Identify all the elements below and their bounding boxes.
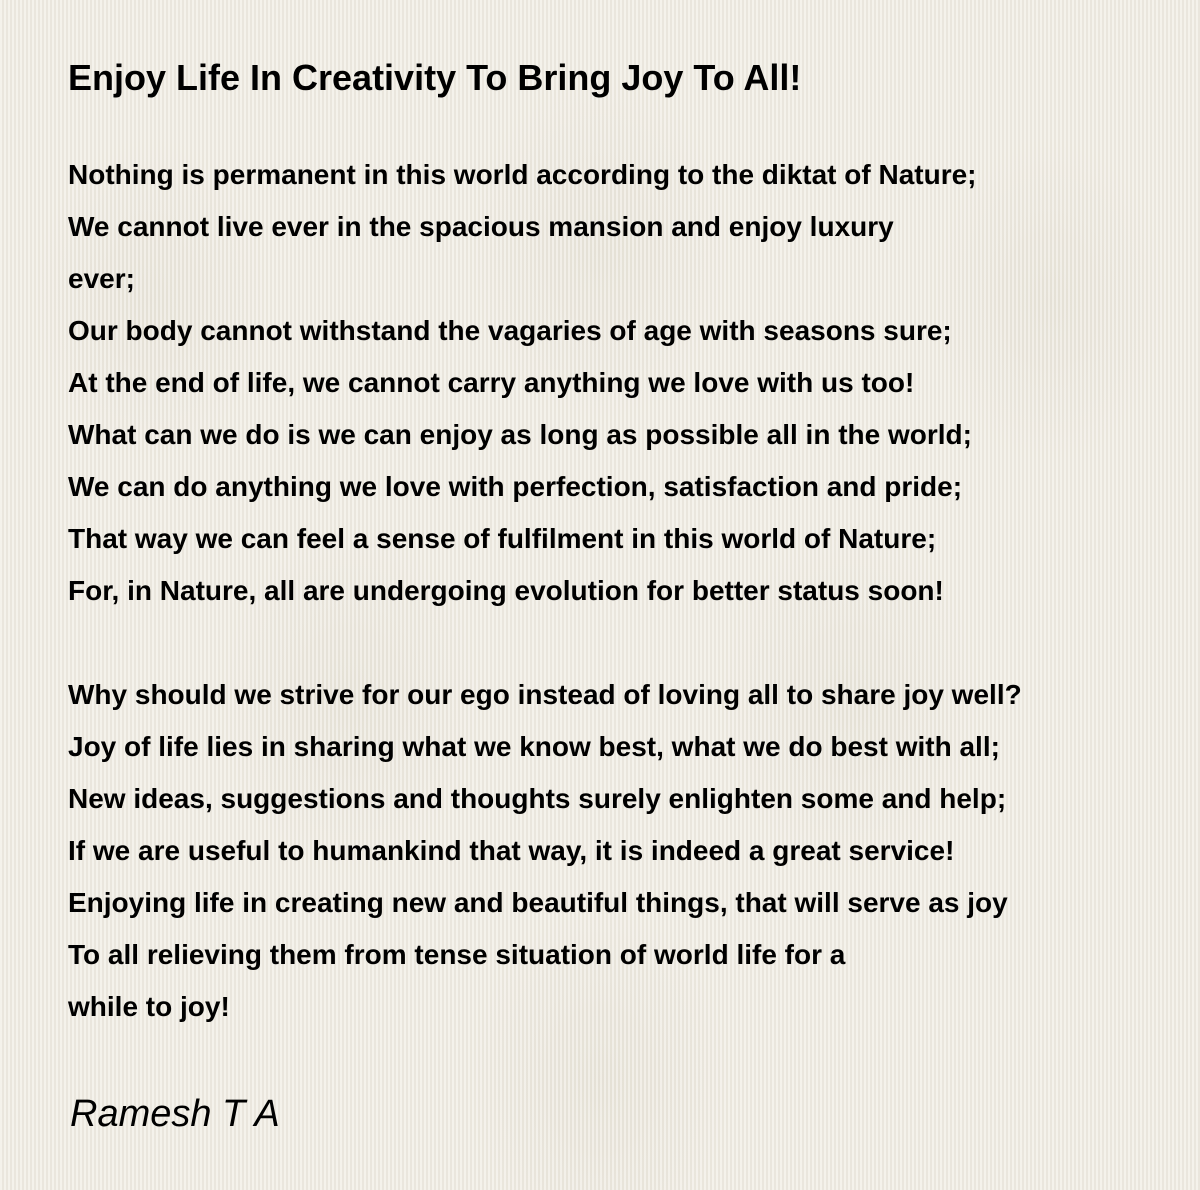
poem-line: Joy of life lies in sharing what we know best, what we do best with all; <box>68 731 1000 762</box>
poem-line: while to joy! <box>68 991 230 1022</box>
poem-line: Enjoying life in creating new and beautiful things, that will serve as joy <box>68 887 1008 918</box>
poem-line: For, in Nature, all are undergoing evolution for better status soon! <box>68 575 944 606</box>
poem-line: ever; <box>68 263 135 294</box>
poem-line: That way we can feel a sense of fulfilment in this world of Nature; <box>68 523 937 554</box>
poem-line: At the end of life, we cannot carry anything we love with us too! <box>68 367 915 398</box>
poem-title: Enjoy Life In Creativity To Bring Joy To All! <box>68 57 802 98</box>
poem-line: We cannot live ever in the spacious mansion and enjoy luxury <box>68 211 894 242</box>
poem-line: Nothing is permanent in this world according to the diktat of Nature; <box>68 159 977 190</box>
poem-line: New ideas, suggestions and thoughts surely enlighten some and help; <box>68 783 1007 814</box>
poem-line: We can do anything we love with perfection, satisfaction and pride; <box>68 471 963 502</box>
poem-line: To all relieving them from tense situation of world life for a <box>68 939 846 970</box>
poem-line: Our body cannot withstand the vagaries of age with seasons sure; <box>68 315 952 346</box>
poem-line: If we are useful to humankind that way, it is indeed a great service! <box>68 835 955 866</box>
stanza-1 <box>68 149 976 617</box>
stanza-2 <box>68 669 1022 1033</box>
poem-line: What can we do is we can enjoy as long as possible all in the world; <box>68 419 972 450</box>
poem-author: Ramesh T A <box>70 1093 280 1135</box>
poem-line: Why should we strive for our ego instead of loving all to share joy well? <box>68 679 1022 710</box>
